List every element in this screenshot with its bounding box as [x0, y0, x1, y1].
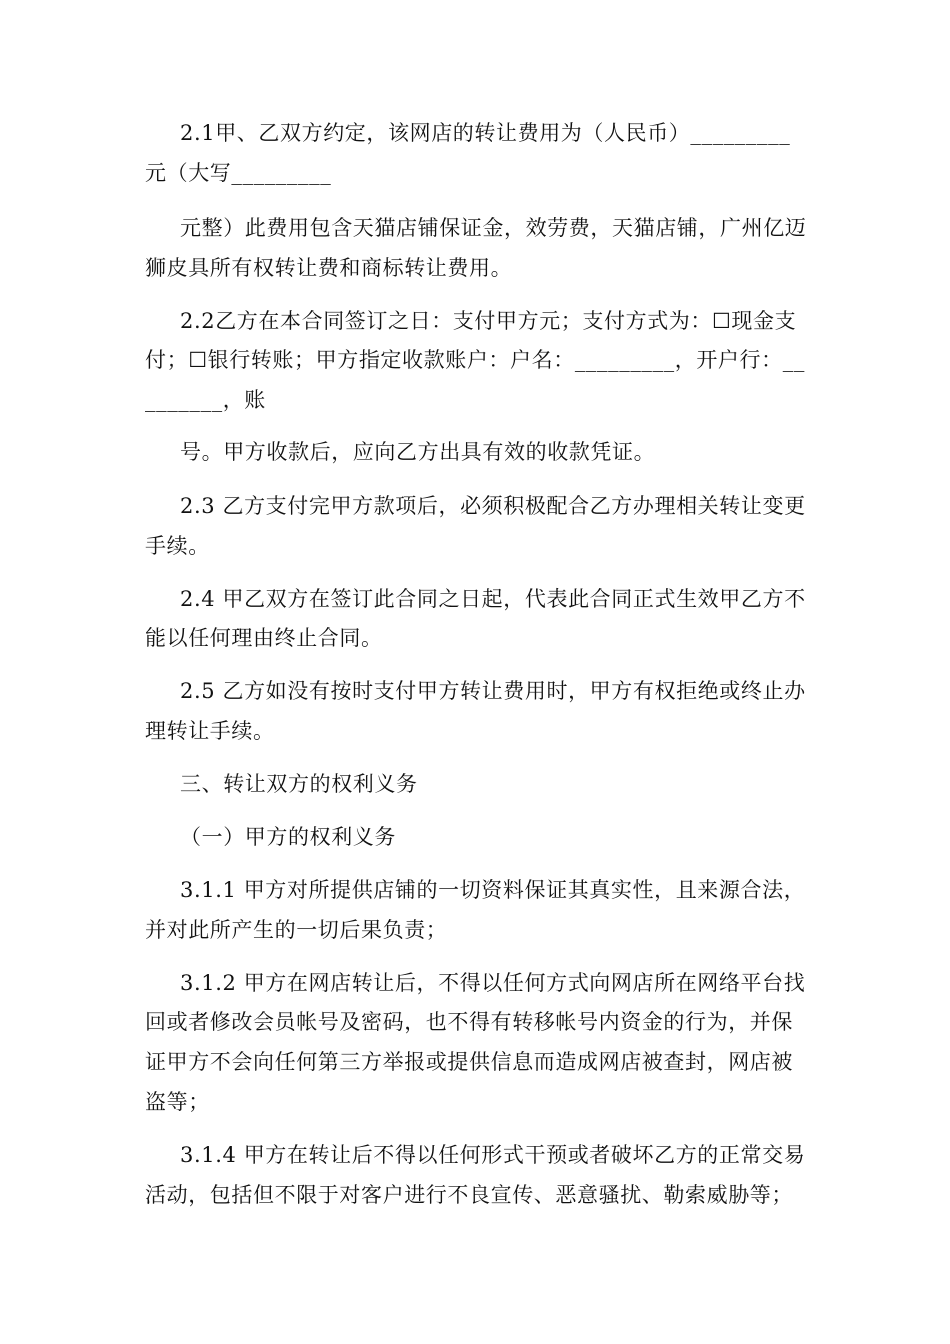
- clause-2-2-line-2: 付；☐银行转账；甲方指定收款账户：户名：_________，开户行：__: [145, 348, 805, 372]
- clause-2-5-line-1: 2.5 乙方如没有按时支付甲方转让费用时，甲方有权拒绝或终止办: [180, 679, 806, 703]
- clause-3-1-1-line-1: 3.1.1 甲方对所提供店铺的一切资料保证其真实性，且来源合法，: [180, 878, 806, 902]
- clause-3-1-4-line-2: 活动，包括但不限于对客户进行不良宣传、恶意骚扰、勒索威胁等；: [145, 1183, 793, 1207]
- clause-2-2-line-1: 2.2乙方在本合同签订之日：支付甲方元；支付方式为：☐现金支: [180, 309, 797, 333]
- clause-2-3-line-2: 手续。: [145, 534, 210, 558]
- clause-2-2-line-4: 号。甲方收款后，应向乙方出具有效的收款凭证。: [180, 440, 656, 464]
- clause-2-3-line-1: 2.3 乙方支付完甲方款项后，必须积极配合乙方办理相关转让变更: [180, 494, 806, 518]
- clause-2-1-line-1: 2.1甲、乙双方约定，该网店的转让费用为（人民币）_________: [180, 121, 791, 145]
- clause-2-2-line-3: _______，账: [145, 388, 266, 412]
- clause-3-1-4-line-1: 3.1.4 甲方在转让后不得以任何形式干预或者破坏乙方的正常交易: [180, 1143, 806, 1167]
- clause-2-1-line-2: 元（大写_________: [145, 161, 332, 185]
- clause-3-1-1-line-2: 并对此所产生的一切后果负责；: [145, 918, 448, 942]
- clause-3-1-2-line-3: 证甲方不会向任何第三方举报或提供信息而造成网店被查封，网店被: [145, 1050, 793, 1074]
- section-3-heading: 三、转让双方的权利义务: [180, 772, 418, 796]
- clause-3-1-2-line-2: 回或者修改会员帐号及密码，也不得有转移帐号内资金的行为，并保: [145, 1010, 793, 1034]
- subsection-1-heading: （一）甲方的权利义务: [180, 825, 396, 849]
- clause-2-4-line-2: 能以任何理由终止合同。: [145, 626, 383, 650]
- clause-2-1-line-3: 元整）此费用包含天猫店铺保证金，效劳费，天猫店铺，广州亿迈: [180, 216, 807, 240]
- clause-2-4-line-1: 2.4 甲乙双方在签订此合同之日起，代表此合同正式生效甲乙方不: [180, 587, 806, 611]
- clause-2-1-line-4: 狮皮具所有权转让费和商标转让费用。: [145, 256, 513, 280]
- clause-2-5-line-2: 理转让手续。: [145, 719, 275, 743]
- clause-3-1-2-line-4: 盗等；: [145, 1090, 210, 1114]
- clause-3-1-2-line-1: 3.1.2 甲方在网店转让后，不得以任何方式向网店所在网络平台找: [180, 971, 806, 995]
